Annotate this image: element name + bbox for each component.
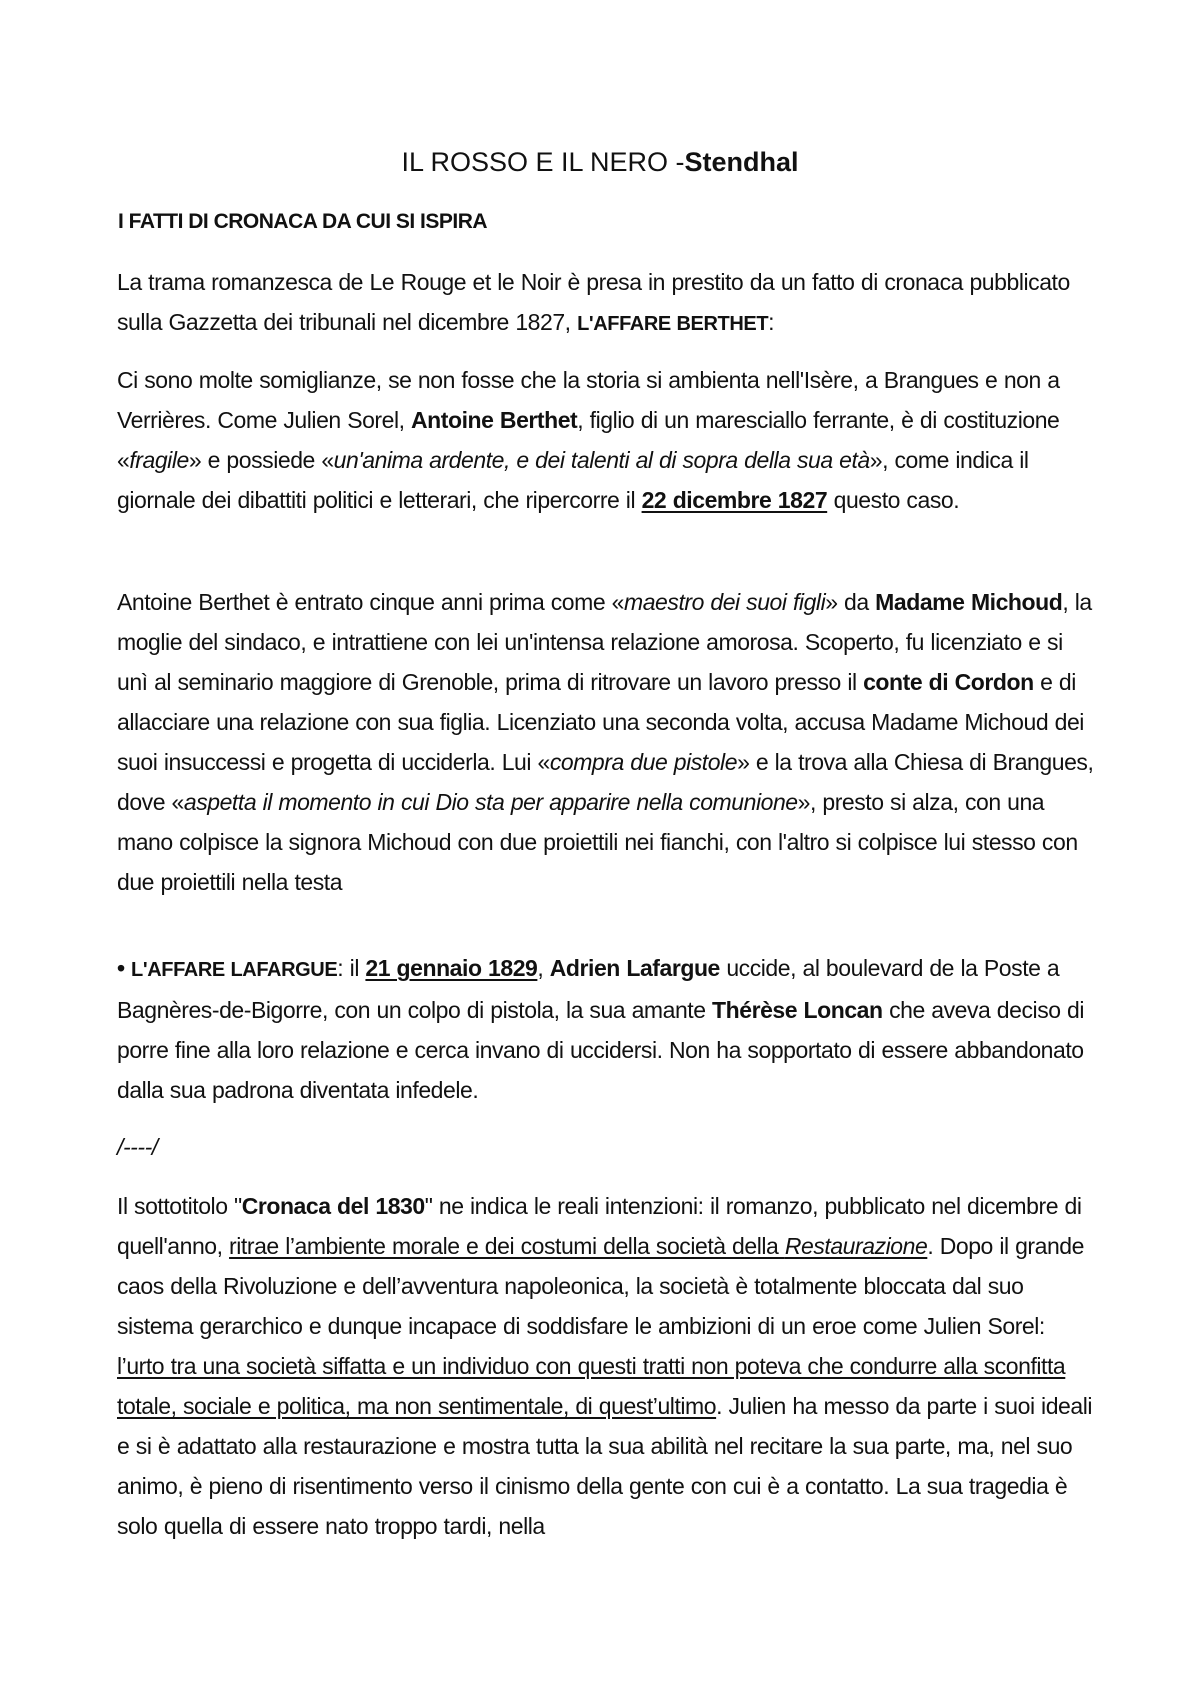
text-span: Ci sono molte somiglianze, se non fosse che la storia si ambienta nell'Isère, a Brangues e non a Verrières. Come Julien Sorel, [117,367,1060,433]
bold-name: Thérèse Loncan [712,997,883,1023]
underlined-italic-text: Restaurazione [784,1233,928,1259]
paragraph-intro [117,262,1097,344]
bold-name: Antoine Berthet [411,407,578,433]
text-span: , la moglie del sindaco, e intrattiene con lei un'intensa relazione amorosa. Scoperto, fu licenziato e si unì al seminario maggiore di Grenoble, prima di ritrovare un lavoro presso il [117,589,1092,695]
case-label-lafargue: L'AFFARE LAFARGUE [131,959,338,981]
text-span: », presto si alza, con una mano colpisce la signora Michoud con due proiettili nei fianchi, con l'altro si colpisce lui stesso con due proiettili nella testa [117,789,1078,895]
text-span: che aveva deciso di porre fine alla loro relazione e cerca invano di uccidersi. Non ha sopportato di essere abbandonato dalla sua padrona diventata infedele. [117,997,1085,1103]
underlined-text: ritrae l’ambiente morale e dei costumi della società della [229,1233,785,1259]
italic-quote: fragile [129,447,189,473]
underlined-date: 22 dicembre 1827 [641,487,828,513]
italic-quote: compra due pistole [549,749,738,775]
text-span: uccide, al boulevard de la Poste a Bagnères-de-Bigorre, con un colpo di pistola, la sua amante [117,955,1060,1023]
text-span: : [768,309,775,335]
text-span: » da [825,589,876,615]
text-span: : il [337,955,366,981]
bold-name: conte di Cordon [863,669,1034,695]
paragraph-subtitle [117,1186,1097,1546]
italic-quote: un'anima ardente, e dei talenti al di sopra della sua età [333,447,870,473]
text-span: , [537,955,550,981]
paragraph-similarities [117,360,1097,520]
text-span: » e possiede « [188,447,334,473]
bullet-icon: • [117,955,132,981]
text-span: » e la trova alla Chiesa di Brangues, dove « [117,749,1094,815]
bold-subtitle: Cronaca del 1830 [241,1193,425,1219]
bold-name: Adrien Lafargue [549,955,720,981]
document-title [0,145,1200,179]
text-span: " ne indica le reali intenzioni: il romanzo, pubblicato nel dicembre di quell'anno, [117,1193,1082,1259]
text-span: e di allacciare una relazione con sua figlia. Licenziato una seconda volta, accusa Madame Michoud dei suoi insuccessi e progetta di ucciderla. Lui « [117,669,1084,775]
text-span: questo caso. [827,487,960,513]
section-heading: I FATTI DI CRONACA DA CUI SI ISPIRA [118,210,488,233]
text-span: , figlio di un maresciallo ferrante, è di costituzione « [117,407,1060,473]
title-text: IL ROSSO E IL NERO - [401,147,685,177]
underlined-text: l’urto tra una società siffatta e un individuo con questi tratti non poteva che condurre alla sconfitta totale, sociale e politica, ma non sentimentale, di quest’ultimo [117,1353,1066,1419]
text-span: », come indica il giornale dei dibattiti politici e letterari, che ripercorre il [117,447,1029,513]
text-span: . Julien ha messo da parte i suoi ideali e si è adattato alla restaurazione e mostra tutta la sua abilità nel recitare la sua parte, ma, nel suo animo, è pieno di risentimento verso il cinismo della gente con cui è a contatto. La sua tragedia è solo quella di essere nato troppo tardi, nella [117,1393,1093,1539]
paragraph-berthet-story [117,582,1097,902]
underlined-date: 21 gennaio 1829 [365,955,538,981]
text-span: Antoine Berthet è entrato cinque anni prima come « [117,589,624,615]
italic-quote: maestro dei suoi figli [624,589,826,615]
text-span: . Dopo il grande caos della Rivoluzione e dell’avventura napoleonica, la società è totalmente bloccata dal suo sistema gerarchico e dunque incapace di soddisfare le ambizioni di un eroe come Julien Sorel: [117,1233,1084,1339]
case-label-berthet: L'AFFARE BERTHET [577,313,769,335]
text-span: Il sottotitolo " [117,1193,242,1219]
paragraph-lafargue [117,948,1097,1110]
italic-quote: aspetta il momento in cui Dio sta per apparire nella comunione [183,789,798,815]
bold-name: Madame Michoud [875,589,1063,615]
text-span: La trama romanzesca de Le Rouge et le Noir è presa in prestito da un fatto di cronaca pubblicato sulla Gazzetta dei tribunali nel dicembre 1827, [117,269,1070,335]
title-author: Stendhal [684,147,799,177]
section-separator: /----/ [117,1134,158,1160]
